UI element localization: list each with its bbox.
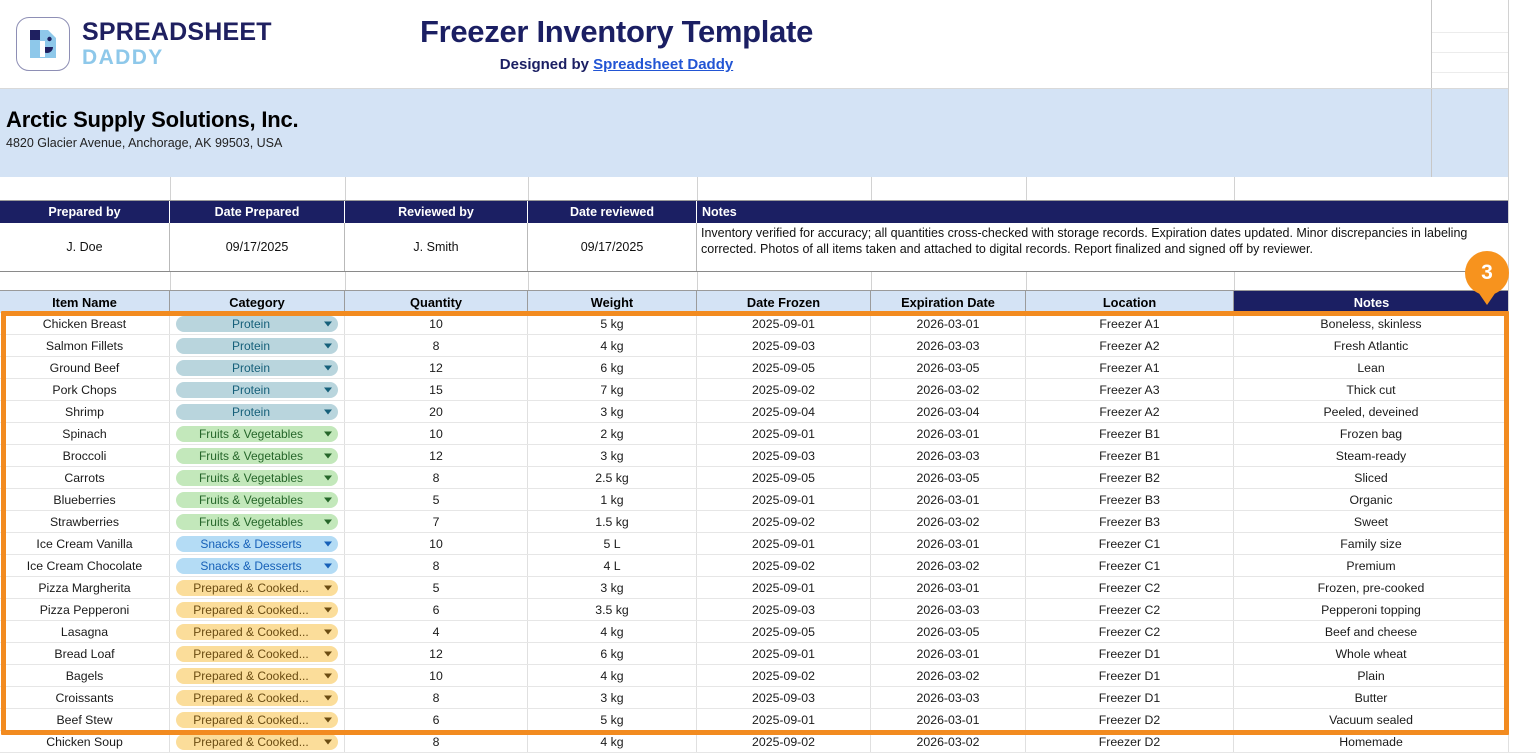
- category-label: Prepared & Cooked...: [193, 580, 309, 595]
- cell-expiry[interactable]: 2026-03-02: [871, 555, 1026, 576]
- grid-line: [1026, 272, 1027, 290]
- table-row[interactable]: [0, 313, 1536, 335]
- cell-weight[interactable]: 1 kg: [528, 489, 697, 510]
- cell-location[interactable]: Freezer C1: [1026, 555, 1234, 576]
- cell-frozen[interactable]: 2025-09-03: [697, 687, 871, 708]
- category-cell[interactable]: [170, 445, 345, 466]
- grid-line: [528, 177, 529, 200]
- cell-frozen[interactable]: 2025-09-02: [697, 511, 871, 532]
- cell-frozen[interactable]: 2025-09-05: [697, 621, 871, 642]
- brand-line-1: SPREADSHEET: [82, 18, 272, 46]
- cell-notes[interactable]: Sweet: [1234, 511, 1509, 532]
- cell-location[interactable]: Freezer B3: [1026, 511, 1234, 532]
- cell-location[interactable]: Freezer D2: [1026, 709, 1234, 730]
- table-row[interactable]: [0, 643, 1536, 665]
- annotation-badge: [1465, 251, 1509, 295]
- category-cell[interactable]: [170, 599, 345, 620]
- category-label: Prepared & Cooked...: [193, 690, 309, 705]
- cell-item[interactable]: Salmon Fillets: [0, 335, 170, 356]
- category-dropdown[interactable]: [176, 712, 338, 728]
- cell-weight[interactable]: 6 kg: [528, 357, 697, 378]
- cell-expiry[interactable]: 2026-03-01: [871, 709, 1026, 730]
- cell-notes[interactable]: Fresh Atlantic: [1234, 335, 1509, 356]
- cell-frozen[interactable]: 2025-09-02: [697, 379, 871, 400]
- category-dropdown[interactable]: [176, 382, 338, 398]
- meta-cell[interactable]: 09/17/2025: [170, 223, 345, 271]
- cell-weight[interactable]: 2 kg: [528, 423, 697, 444]
- cell-item[interactable]: Strawberries: [0, 511, 170, 532]
- meta-spacer-row: [0, 272, 1536, 291]
- meta-table-header-row: [0, 201, 1536, 223]
- cell-qty[interactable]: 10: [345, 423, 528, 444]
- cell-item[interactable]: Chicken Breast: [0, 313, 170, 334]
- table-row[interactable]: [0, 445, 1536, 467]
- cell-expiry[interactable]: 2026-03-02: [871, 511, 1026, 532]
- category-label: Prepared & Cooked...: [193, 646, 309, 661]
- category-cell[interactable]: [170, 555, 345, 576]
- cell-frozen[interactable]: 2025-09-03: [697, 599, 871, 620]
- table-row[interactable]: [0, 687, 1536, 709]
- cell-frozen[interactable]: 2025-09-01: [697, 313, 871, 334]
- category-cell[interactable]: [170, 401, 345, 422]
- cell-frozen[interactable]: 2025-09-03: [697, 335, 871, 356]
- table-row[interactable]: [0, 665, 1536, 687]
- cell-weight[interactable]: 2.5 kg: [528, 467, 697, 488]
- cell-notes[interactable]: Beef and cheese: [1234, 621, 1509, 642]
- category-cell[interactable]: [170, 643, 345, 664]
- cell-qty[interactable]: 8: [345, 687, 528, 708]
- category-cell[interactable]: [170, 423, 345, 444]
- cell-qty[interactable]: 10: [345, 313, 528, 334]
- table-row[interactable]: [0, 709, 1536, 731]
- cell-qty[interactable]: 12: [345, 643, 528, 664]
- meta-table: [0, 201, 1536, 272]
- cell-notes[interactable]: Whole wheat: [1234, 643, 1509, 664]
- category-cell[interactable]: [170, 533, 345, 554]
- cell-notes[interactable]: Premium: [1234, 555, 1509, 576]
- cell-expiry[interactable]: 2026-03-03: [871, 599, 1026, 620]
- cell-location[interactable]: Freezer D1: [1026, 687, 1234, 708]
- category-label: Protein: [231, 338, 271, 353]
- column-header-item-name[interactable]: Item Name: [0, 291, 170, 313]
- cell-location[interactable]: Freezer C2: [1026, 577, 1234, 598]
- cell-location[interactable]: Freezer A2: [1026, 335, 1234, 356]
- cell-item[interactable]: Ground Beef: [0, 357, 170, 378]
- column-header-location[interactable]: Location: [1026, 291, 1234, 313]
- cell-location[interactable]: Freezer C2: [1026, 599, 1234, 620]
- chevron-down-icon[interactable]: [324, 409, 332, 414]
- column-header-date-frozen[interactable]: Date Frozen: [697, 291, 871, 313]
- chevron-down-icon[interactable]: [324, 497, 332, 502]
- cell-item[interactable]: Croissants: [0, 687, 170, 708]
- cell-location[interactable]: Freezer D1: [1026, 665, 1234, 686]
- cell-weight[interactable]: 4 L: [528, 555, 697, 576]
- grid-line: [170, 272, 171, 290]
- category-dropdown[interactable]: [176, 536, 338, 552]
- meta-header-date-prepared: Date Prepared: [170, 201, 345, 223]
- cell-qty[interactable]: 12: [345, 357, 528, 378]
- cell-qty[interactable]: 8: [345, 467, 528, 488]
- category-dropdown[interactable]: [176, 360, 338, 376]
- title-block: [0, 14, 1233, 73]
- cell-notes[interactable]: Homemade: [1234, 731, 1509, 752]
- table-row[interactable]: [0, 401, 1536, 423]
- right-gutter: [1508, 0, 1536, 735]
- category-dropdown[interactable]: [176, 734, 338, 750]
- cell-frozen[interactable]: 2025-09-05: [697, 467, 871, 488]
- cell-item[interactable]: Ice Cream Chocolate: [0, 555, 170, 576]
- cell-frozen[interactable]: 2025-09-03: [697, 445, 871, 466]
- cell-expiry[interactable]: 2026-03-03: [871, 445, 1026, 466]
- cell-expiry[interactable]: 2026-03-04: [871, 401, 1026, 422]
- column-header-category[interactable]: Category: [170, 291, 345, 313]
- category-cell[interactable]: [170, 731, 345, 752]
- cell-frozen[interactable]: 2025-09-05: [697, 357, 871, 378]
- spacer-grid-row: [0, 177, 1536, 201]
- cell-expiry[interactable]: 2026-03-02: [871, 665, 1026, 686]
- cell-notes[interactable]: Frozen, pre-cooked: [1234, 577, 1509, 598]
- grid-line: [170, 177, 171, 200]
- cell-frozen[interactable]: 2025-09-02: [697, 555, 871, 576]
- column-header-expiration-date[interactable]: Expiration Date: [871, 291, 1026, 313]
- table-row[interactable]: [0, 731, 1536, 753]
- cell-expiry[interactable]: 2026-03-05: [871, 621, 1026, 642]
- cell-notes[interactable]: Organic: [1234, 489, 1509, 510]
- meta-cell[interactable]: 09/17/2025: [528, 223, 697, 271]
- meta-header-date-reviewed: Date reviewed: [528, 201, 697, 223]
- cell-frozen[interactable]: 2025-09-01: [697, 423, 871, 444]
- category-dropdown[interactable]: [176, 558, 338, 574]
- inventory-table: [0, 291, 1536, 753]
- chevron-down-icon[interactable]: [324, 717, 332, 722]
- category-dropdown[interactable]: [176, 316, 338, 332]
- table-row[interactable]: [0, 467, 1536, 489]
- category-dropdown[interactable]: [176, 514, 338, 530]
- cell-location[interactable]: Freezer B3: [1026, 489, 1234, 510]
- cell-item[interactable]: Chicken Soup: [0, 731, 170, 752]
- cell-weight[interactable]: 4 kg: [528, 621, 697, 642]
- cell-qty[interactable]: 5: [345, 489, 528, 510]
- cell-notes[interactable]: Vacuum sealed: [1234, 709, 1509, 730]
- table-row[interactable]: [0, 489, 1536, 511]
- cell-item[interactable]: Shrimp: [0, 401, 170, 422]
- cell-expiry[interactable]: 2026-03-02: [871, 379, 1026, 400]
- meta-header-reviewed-by: Reviewed by: [345, 201, 528, 223]
- table-row[interactable]: [0, 555, 1536, 577]
- cell-expiry[interactable]: 2026-03-01: [871, 577, 1026, 598]
- cell-location[interactable]: Freezer D2: [1026, 731, 1234, 752]
- table-row[interactable]: [0, 577, 1536, 599]
- chevron-down-icon[interactable]: [324, 453, 332, 458]
- cell-notes[interactable]: Family size: [1234, 533, 1509, 554]
- category-dropdown[interactable]: [176, 404, 338, 420]
- grid-line: [1026, 177, 1027, 200]
- category-label: Snacks & Desserts: [200, 536, 302, 551]
- cell-expiry[interactable]: 2026-03-02: [871, 731, 1026, 752]
- category-cell[interactable]: [170, 665, 345, 686]
- category-cell[interactable]: [170, 621, 345, 642]
- cell-weight[interactable]: 3 kg: [528, 577, 697, 598]
- chevron-down-icon[interactable]: [324, 695, 332, 700]
- category-dropdown[interactable]: [176, 624, 338, 640]
- cell-frozen[interactable]: 2025-09-01: [697, 709, 871, 730]
- cell-qty[interactable]: 6: [345, 599, 528, 620]
- category-cell[interactable]: [170, 379, 345, 400]
- grid-line: [871, 177, 872, 200]
- category-label: Prepared & Cooked...: [193, 734, 309, 749]
- category-label: Fruits & Vegetables: [198, 470, 304, 485]
- spreadsheet-daddy-link[interactable]: Spreadsheet Daddy: [593, 56, 734, 73]
- chevron-down-icon[interactable]: [324, 343, 332, 348]
- cell-item[interactable]: Carrots: [0, 467, 170, 488]
- meta-cell[interactable]: J. Doe: [0, 223, 170, 271]
- category-label: Protein: [231, 404, 271, 419]
- category-dropdown[interactable]: [176, 580, 338, 596]
- category-dropdown[interactable]: [176, 426, 338, 442]
- category-dropdown[interactable]: [176, 338, 338, 354]
- inventory-header-row: [0, 291, 1536, 313]
- cell-location[interactable]: Freezer B1: [1026, 445, 1234, 466]
- table-row[interactable]: [0, 533, 1536, 555]
- document-header: [0, 0, 1536, 89]
- cell-location[interactable]: Freezer A3: [1026, 379, 1234, 400]
- cell-notes[interactable]: Frozen bag: [1234, 423, 1509, 444]
- inventory-rows: [0, 313, 1536, 753]
- chevron-down-icon[interactable]: [324, 607, 332, 612]
- chevron-down-icon[interactable]: [324, 739, 332, 744]
- chevron-down-icon[interactable]: [324, 321, 332, 326]
- cell-expiry[interactable]: 2026-03-01: [871, 489, 1026, 510]
- table-row[interactable]: [0, 621, 1536, 643]
- grid-line: [697, 272, 698, 290]
- table-row[interactable]: [0, 599, 1536, 621]
- table-row[interactable]: [0, 511, 1536, 533]
- cell-qty[interactable]: 5: [345, 577, 528, 598]
- cell-qty[interactable]: 12: [345, 445, 528, 466]
- cell-expiry[interactable]: 2026-03-01: [871, 423, 1026, 444]
- category-cell[interactable]: [170, 357, 345, 378]
- cell-location[interactable]: Freezer C2: [1026, 621, 1234, 642]
- cell-item[interactable]: Blueberries: [0, 489, 170, 510]
- cell-item[interactable]: Beef Stew: [0, 709, 170, 730]
- chevron-down-icon[interactable]: [324, 563, 332, 568]
- cell-qty[interactable]: 10: [345, 665, 528, 686]
- cell-qty[interactable]: 8: [345, 555, 528, 576]
- cell-notes[interactable]: Sliced: [1234, 467, 1509, 488]
- category-label: Fruits & Vegetables: [198, 426, 304, 441]
- chevron-down-icon[interactable]: [324, 651, 332, 656]
- cell-qty[interactable]: 8: [345, 731, 528, 752]
- cell-qty[interactable]: 4: [345, 621, 528, 642]
- category-label: Fruits & Vegetables: [198, 492, 304, 507]
- company-name: Arctic Supply Solutions, Inc.: [6, 107, 299, 132]
- meta-header-notes: Notes: [702, 205, 737, 219]
- cell-frozen[interactable]: 2025-09-01: [697, 577, 871, 598]
- cell-expiry[interactable]: 2026-03-05: [871, 357, 1026, 378]
- category-label: Prepared & Cooked...: [193, 624, 309, 639]
- category-label: Fruits & Vegetables: [198, 514, 304, 529]
- category-label: Protein: [231, 316, 271, 331]
- cell-item[interactable]: Spinach: [0, 423, 170, 444]
- cell-weight[interactable]: 3 kg: [528, 401, 697, 422]
- cell-location[interactable]: Freezer A2: [1026, 401, 1234, 422]
- cell-expiry[interactable]: 2026-03-01: [871, 313, 1026, 334]
- cell-notes[interactable]: Peeled, deveined: [1234, 401, 1509, 422]
- cell-weight[interactable]: 3 kg: [528, 445, 697, 466]
- cell-weight[interactable]: 4 kg: [528, 335, 697, 356]
- meta-table-body-row: [0, 223, 1536, 272]
- table-row[interactable]: [0, 357, 1536, 379]
- grid-line: [697, 177, 698, 200]
- company-address: 4820 Glacier Avenue, Anchorage, AK 99503, USA: [6, 136, 283, 150]
- cell-notes[interactable]: Butter: [1234, 687, 1509, 708]
- cell-qty[interactable]: 8: [345, 335, 528, 356]
- category-cell[interactable]: [170, 577, 345, 598]
- cell-weight[interactable]: 3.5 kg: [528, 599, 697, 620]
- grid-line: [1234, 177, 1235, 200]
- category-cell[interactable]: [170, 313, 345, 334]
- cell-location[interactable]: Freezer B1: [1026, 423, 1234, 444]
- cell-weight[interactable]: 3 kg: [528, 687, 697, 708]
- cell-notes[interactable]: Plain: [1234, 665, 1509, 686]
- chevron-down-icon[interactable]: [324, 519, 332, 524]
- category-dropdown[interactable]: [176, 646, 338, 662]
- designed-by-prefix: Designed by: [499, 56, 594, 73]
- cell-weight[interactable]: 5 kg: [528, 313, 697, 334]
- cell-location[interactable]: Freezer A1: [1026, 313, 1234, 334]
- grid-line: [345, 272, 346, 290]
- cell-item[interactable]: Broccoli: [0, 445, 170, 466]
- cell-location[interactable]: Freezer B2: [1026, 467, 1234, 488]
- cell-notes[interactable]: Pepperoni topping: [1234, 599, 1509, 620]
- cell-item[interactable]: Bread Loaf: [0, 643, 170, 664]
- cell-item[interactable]: Bagels: [0, 665, 170, 686]
- chevron-down-icon[interactable]: [324, 673, 332, 678]
- cell-location[interactable]: Freezer D1: [1026, 643, 1234, 664]
- cell-qty[interactable]: 15: [345, 379, 528, 400]
- category-dropdown[interactable]: [176, 668, 338, 684]
- category-cell[interactable]: [170, 335, 345, 356]
- cell-frozen[interactable]: 2025-09-01: [697, 489, 871, 510]
- chevron-down-icon[interactable]: [324, 387, 332, 392]
- grid-line: [528, 272, 529, 290]
- chevron-down-icon[interactable]: [324, 431, 332, 436]
- cell-expiry[interactable]: 2026-03-01: [871, 533, 1026, 554]
- category-cell[interactable]: [170, 511, 345, 532]
- meta-cell[interactable]: J. Smith: [345, 223, 528, 271]
- grid-line: [871, 272, 872, 290]
- cell-frozen[interactable]: 2025-09-01: [697, 533, 871, 554]
- annotation-badge-number: 3: [1481, 261, 1493, 284]
- cell-weight[interactable]: 7 kg: [528, 379, 697, 400]
- cell-notes[interactable]: Steam-ready: [1234, 445, 1509, 466]
- cell-location[interactable]: Freezer A1: [1026, 357, 1234, 378]
- cell-frozen[interactable]: 2025-09-02: [697, 731, 871, 752]
- cell-location[interactable]: Freezer C1: [1026, 533, 1234, 554]
- cell-weight[interactable]: 5 L: [528, 533, 697, 554]
- cell-item[interactable]: Lasagna: [0, 621, 170, 642]
- cell-notes[interactable]: Lean: [1234, 357, 1509, 378]
- category-cell[interactable]: [170, 687, 345, 708]
- cell-qty[interactable]: 7: [345, 511, 528, 532]
- grid-line: [345, 177, 346, 200]
- category-label: Fruits & Vegetables: [198, 448, 304, 463]
- category-label: Prepared & Cooked...: [193, 668, 309, 683]
- cell-expiry[interactable]: 2026-03-03: [871, 335, 1026, 356]
- category-dropdown[interactable]: [176, 690, 338, 706]
- cell-weight[interactable]: 4 kg: [528, 731, 697, 752]
- cell-expiry[interactable]: 2026-03-05: [871, 467, 1026, 488]
- category-label: Protein: [231, 382, 271, 397]
- cell-frozen[interactable]: 2025-09-02: [697, 665, 871, 686]
- grid-line: [1234, 272, 1235, 290]
- category-cell[interactable]: [170, 489, 345, 510]
- category-label: Prepared & Cooked...: [193, 602, 309, 617]
- cell-item[interactable]: Pork Chops: [0, 379, 170, 400]
- meta-header-prepared-by: Prepared by: [0, 201, 170, 223]
- brand-line-2: DADDY: [82, 46, 164, 69]
- column-header-notes[interactable]: Notes: [1234, 291, 1509, 313]
- category-cell[interactable]: [170, 709, 345, 730]
- column-header-weight[interactable]: Weight: [528, 291, 697, 313]
- company-info-band: [0, 89, 1536, 177]
- chevron-down-icon[interactable]: [324, 365, 332, 370]
- table-row[interactable]: [0, 379, 1536, 401]
- cell-expiry[interactable]: 2026-03-03: [871, 687, 1026, 708]
- category-dropdown[interactable]: [176, 492, 338, 508]
- cell-item[interactable]: Pizza Pepperoni: [0, 599, 170, 620]
- table-row[interactable]: [0, 335, 1536, 357]
- table-row[interactable]: [0, 423, 1536, 445]
- cell-qty[interactable]: 6: [345, 709, 528, 730]
- category-dropdown[interactable]: [176, 448, 338, 464]
- cell-weight[interactable]: 1.5 kg: [528, 511, 697, 532]
- column-header-quantity[interactable]: Quantity: [345, 291, 528, 313]
- category-label: Snacks & Desserts: [200, 558, 302, 573]
- category-dropdown[interactable]: [176, 602, 338, 618]
- cell-expiry[interactable]: 2026-03-01: [871, 643, 1026, 664]
- cell-qty[interactable]: 20: [345, 401, 528, 422]
- cell-frozen[interactable]: 2025-09-01: [697, 643, 871, 664]
- category-label: Prepared & Cooked...: [193, 712, 309, 727]
- cell-notes[interactable]: Boneless, skinless: [1234, 313, 1509, 334]
- meta-cell[interactable]: Inventory verified for accuracy; all quantities cross-checked with storage records. Expiration dates updated. Minor discrepancies in labeling corrected. Photos of all items taken and attached to digital records. Report finalized and signed off by reviewer.: [697, 223, 1509, 271]
- cell-weight[interactable]: 6 kg: [528, 643, 697, 664]
- category-cell[interactable]: [170, 467, 345, 488]
- cell-notes[interactable]: Thick cut: [1234, 379, 1509, 400]
- chevron-down-icon[interactable]: [324, 541, 332, 546]
- category-dropdown[interactable]: [176, 470, 338, 486]
- chevron-down-icon[interactable]: [324, 629, 332, 634]
- cell-qty[interactable]: 10: [345, 533, 528, 554]
- cell-weight[interactable]: 4 kg: [528, 665, 697, 686]
- cell-frozen[interactable]: 2025-09-04: [697, 401, 871, 422]
- cell-item[interactable]: Ice Cream Vanilla: [0, 533, 170, 554]
- page-title: Freezer Inventory Template: [419, 14, 814, 49]
- chevron-down-icon[interactable]: [324, 475, 332, 480]
- category-label: Protein: [231, 360, 271, 375]
- chevron-down-icon[interactable]: [324, 585, 332, 590]
- cell-item[interactable]: Pizza Margherita: [0, 577, 170, 598]
- designed-by-line: [0, 56, 1233, 73]
- cell-weight[interactable]: 5 kg: [528, 709, 697, 730]
